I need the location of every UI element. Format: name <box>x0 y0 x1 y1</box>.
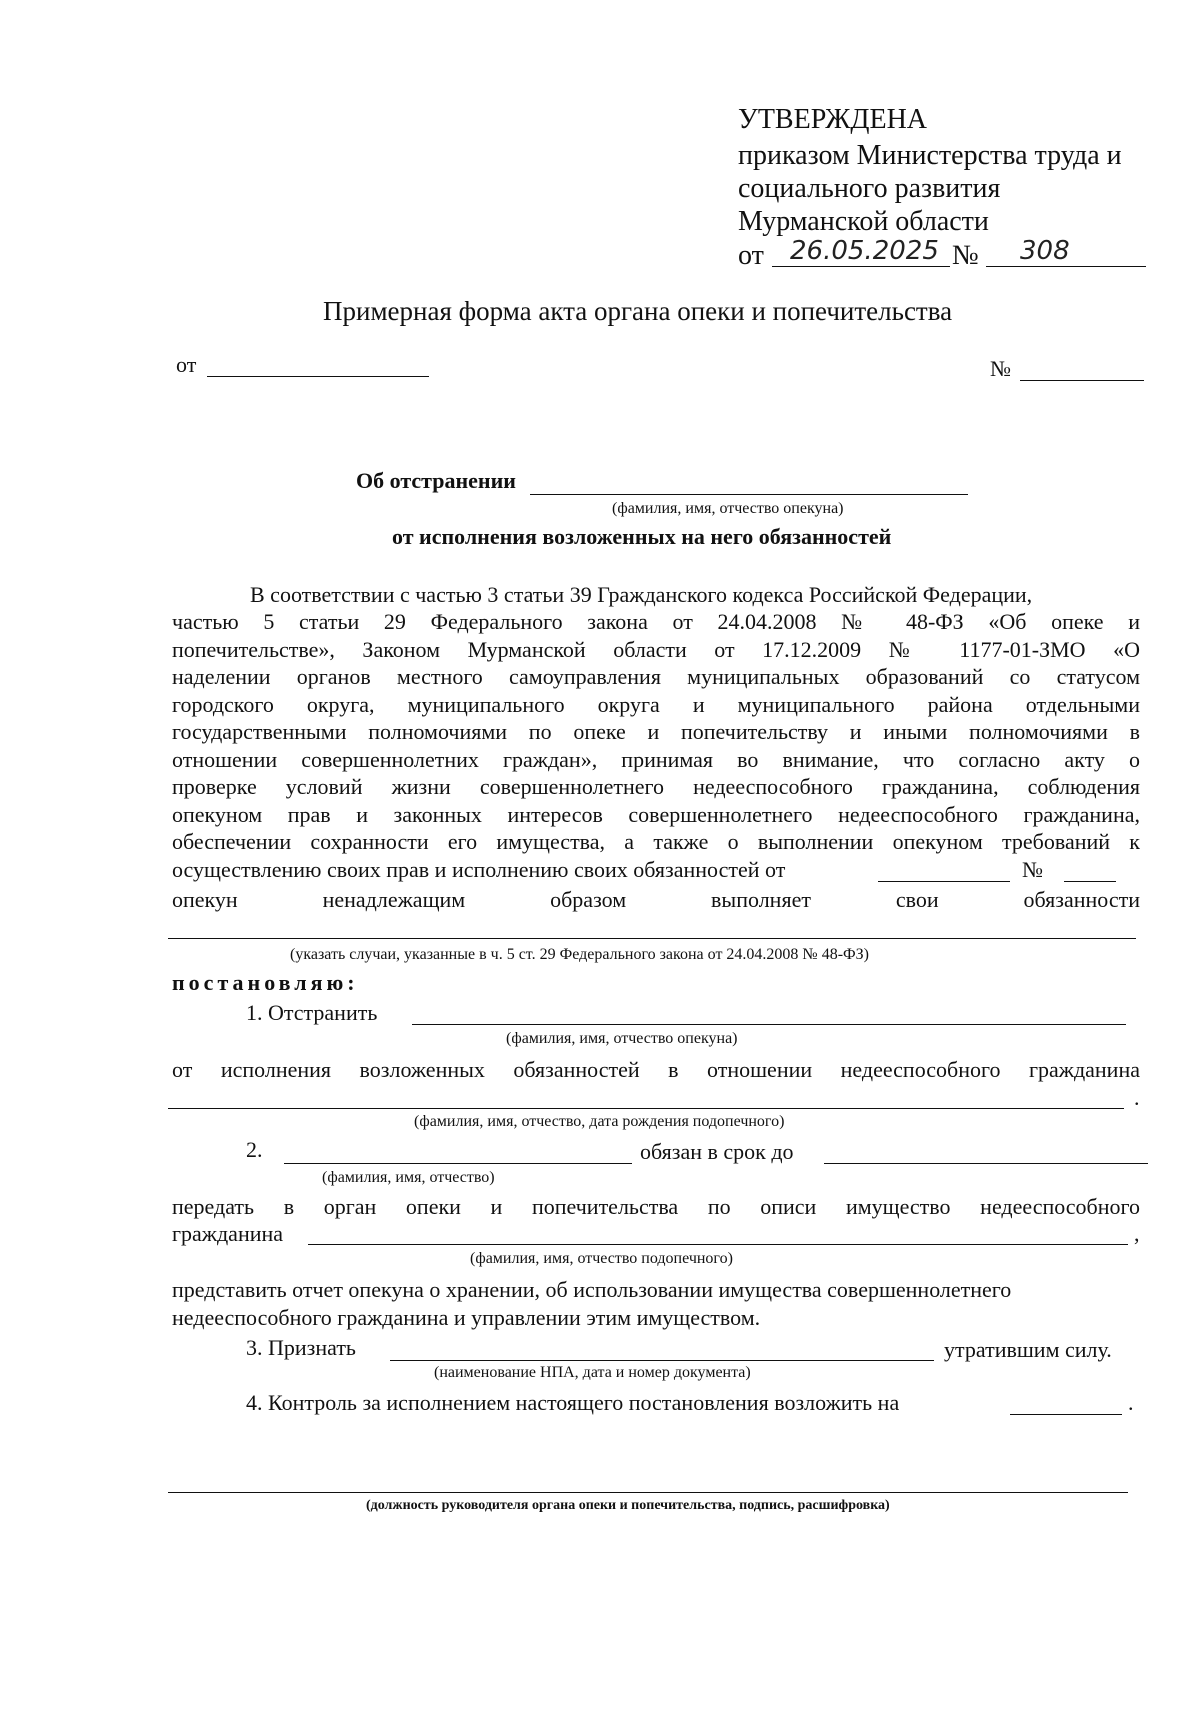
item2-comma: , <box>1134 1221 1140 1246</box>
item1-ward-line <box>168 1108 1124 1109</box>
item2-ward-caption: (фамилия, имя, отчество подопечного) <box>470 1250 733 1267</box>
act-number-line <box>1064 881 1116 882</box>
header-from-label: от <box>176 352 197 377</box>
preamble-line-7: отношении совершеннолетних граждан», принимая во внимание, что согласно акту о <box>172 747 1140 772</box>
item2-caption: (фамилия, имя, отчество) <box>322 1169 495 1186</box>
approval-line-3: Мурманской области <box>738 206 989 237</box>
item1-line: от исполнения возложенных обязанностей в отношении недееспособного гражданина <box>172 1057 1140 1082</box>
subject-caption: (фамилия, имя, отчество опекуна) <box>612 500 844 517</box>
item2-line-1: передать в орган опеки и попечительства по описи имущество недееспособного <box>172 1194 1140 1219</box>
act-date-line <box>878 881 1010 882</box>
header-date-line <box>207 376 429 377</box>
preamble-line-1: В соответствии с частью 3 статьи 39 Гражданского кодекса Российской Федерации, <box>250 582 1033 607</box>
subject-guardian-line <box>530 494 968 495</box>
item4-line <box>1010 1414 1122 1415</box>
item1-label: 1. Отстранить <box>246 1000 378 1025</box>
item2-num: 2. <box>246 1137 263 1162</box>
preamble-line-5: городского округа, муниципального округа и муниципального района отдельными <box>172 692 1140 717</box>
approval-line-1: приказом Министерства труда и <box>738 140 1122 171</box>
item2-ward-line <box>308 1244 1128 1245</box>
approval-date-handwritten: 26.05.2025 <box>790 236 939 266</box>
signature-line <box>168 1492 1128 1493</box>
item4-end: . <box>1128 1390 1134 1415</box>
approval-number-label: № <box>952 240 979 271</box>
approval-number-handwritten: 308 <box>1020 236 1070 266</box>
item1-guardian-line <box>412 1024 1126 1025</box>
preamble-duties-line: опекун ненадлежащим образом выполняет свои обязанности <box>172 887 1140 912</box>
item3-document-line <box>390 1360 934 1361</box>
item2-line-3: представить отчет опекуна о хранении, об использовании имущества совершеннолетнего <box>172 1277 1012 1302</box>
header-number-line <box>1020 380 1144 381</box>
item3-suffix: утратившим силу. <box>944 1337 1112 1362</box>
item2-obliged: обязан в срок до <box>640 1139 794 1164</box>
subject-prefix: Об отстранении <box>356 468 516 493</box>
signature-caption: (должность руководителя органа опеки и попечительства, подпись, расшифровка) <box>366 1498 890 1513</box>
preamble-line-10: обеспечении сохранности его имущества, а также о выполнении опекуном требований к <box>172 829 1140 854</box>
preamble-line-4: наделении органов местного самоуправления муниципальных образований со статусом <box>172 664 1140 689</box>
subject-suffix: от исполнения возложенных на него обязанностей <box>392 524 892 549</box>
preamble-line-2: частью 5 статьи 29 Федерального закона от 24.04.2008 № 48-ФЗ «Об опеке и <box>172 609 1140 634</box>
resolve-label: постановляю: <box>172 970 359 995</box>
item4-text: 4. Контроль за исполнением настоящего постановления возложить на <box>246 1390 900 1415</box>
header-number-label: № <box>990 356 1011 381</box>
preamble-line-last: осуществлению своих прав и исполнению своих обязанностей от <box>172 857 786 882</box>
item1-end: . <box>1134 1085 1140 1110</box>
item2-line-2: гражданина <box>172 1221 284 1246</box>
approval-line-2: социального развития <box>738 173 1001 204</box>
preamble-line-6: государственными полномочиями по опеке и попечительству и иными полномочиями в <box>172 719 1140 744</box>
preamble-line-3: попечительстве», Законом Мурманской области от 17.12.2009 № 1177-01-ЗМО «О <box>172 637 1140 662</box>
approval-from-label: от <box>738 240 764 271</box>
cases-caption: (указать случаи, указанные в ч. 5 ст. 29 Федерального закона от 24.04.2008 № 48-ФЗ) <box>290 946 870 963</box>
act-number-label: № <box>1022 857 1043 882</box>
approval-title: УТВЕРЖДЕНА <box>738 104 928 135</box>
item1-ward-caption: (фамилия, имя, отчество, дата рождения подопечного) <box>414 1113 785 1130</box>
form-title: Примерная форма акта органа опеки и попечительства <box>323 296 953 326</box>
cases-line <box>168 938 1136 939</box>
item2-line-4: недееспособного гражданина и управлении этим имуществом. <box>172 1305 761 1330</box>
approval-date-line <box>772 266 950 267</box>
preamble-line-9: опекуном прав и законных интересов совершеннолетнего недееспособного гражданина, <box>172 802 1140 827</box>
item3-caption: (наименование НПА, дата и номер документа) <box>434 1364 751 1381</box>
item3-label: 3. Признать <box>246 1335 356 1360</box>
approval-number-line <box>986 266 1146 267</box>
preamble-line-8: проверке условий жизни совершеннолетнего недееспособного гражданина, соблюдения <box>172 774 1140 799</box>
item2-deadline-line <box>824 1163 1148 1164</box>
item1-caption: (фамилия, имя, отчество опекуна) <box>506 1030 738 1047</box>
item2-guardian-line <box>284 1163 632 1164</box>
